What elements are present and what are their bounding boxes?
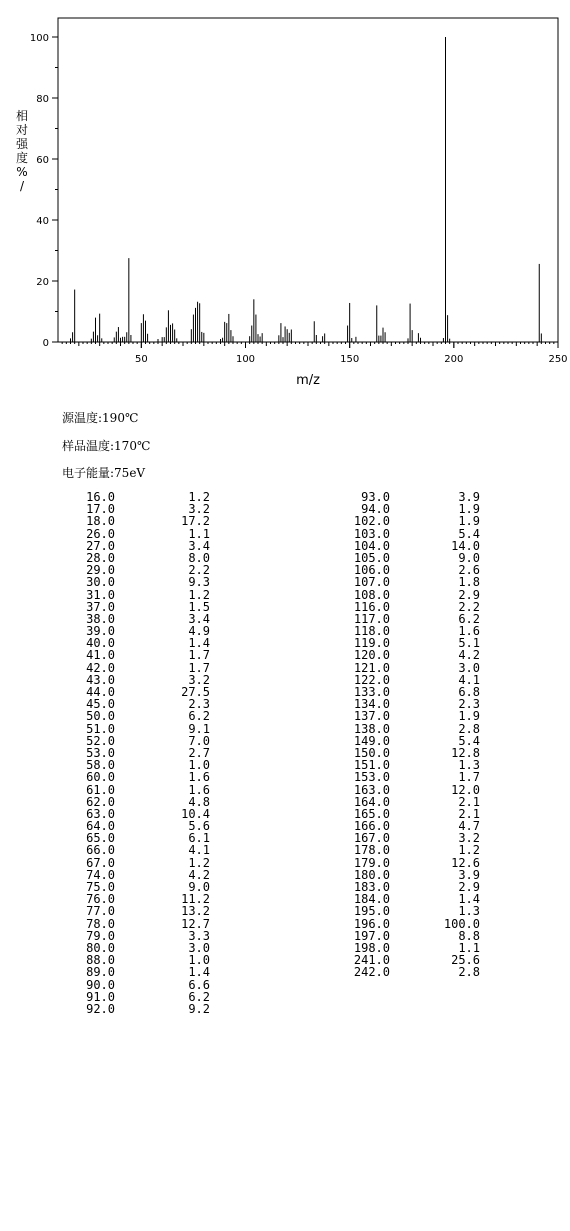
mz-value: 91.0: [86, 989, 115, 1004]
mz-value: 108.0: [353, 587, 390, 602]
mz-value: 28.0: [86, 550, 115, 565]
relative-intensity: 25.6: [451, 953, 480, 968]
mz-value: 41.0: [86, 648, 115, 663]
relative-intensity: 4.1: [458, 672, 480, 687]
axis-ticks: [30, 33, 568, 365]
y-tick-label: 40: [36, 216, 49, 227]
relative-intensity: 9.1: [188, 721, 210, 736]
table-row: [60, 723, 220, 735]
mz-value: 179.0: [353, 855, 390, 870]
relative-intensity: 3.2: [188, 672, 210, 687]
relative-intensity: 2.2: [188, 563, 210, 578]
relative-intensity: 1.7: [188, 660, 210, 675]
table-row: [320, 662, 490, 674]
mz-value: 18.0: [86, 514, 115, 529]
x-tick-label: 100: [235, 354, 256, 365]
mz-value: 197.0: [353, 928, 390, 943]
relative-intensity: 2.9: [458, 587, 480, 602]
table-row: [60, 649, 220, 661]
mz-value: 102.0: [353, 514, 390, 529]
mz-value: 133.0: [353, 685, 390, 699]
mz-value: 67.0: [86, 855, 115, 870]
mz-value: 241.0: [353, 953, 390, 968]
mz-value: 51.0: [86, 721, 115, 736]
relative-intensity: 2.8: [458, 721, 480, 736]
mz-value: 119.0: [353, 636, 390, 651]
relative-intensity: 9.0: [188, 880, 210, 894]
mz-value: 117.0: [353, 611, 390, 626]
mz-value: 62.0: [86, 794, 115, 809]
relative-intensity: 1.0: [188, 953, 210, 968]
relative-intensity: 1.2: [188, 490, 210, 504]
mz-value: 105.0: [353, 550, 390, 565]
table-row: [60, 966, 220, 978]
mz-value: 31.0: [86, 587, 115, 602]
relative-intensity: 2.8: [458, 965, 480, 980]
relative-intensity: 8.0: [188, 550, 210, 565]
mz-value: 75.0: [86, 880, 115, 894]
relative-intensity: 2.3: [458, 697, 480, 712]
relative-intensity: 6.6: [188, 977, 210, 992]
relative-intensity: 3.4: [188, 538, 210, 553]
y-axis-label: [16, 108, 29, 193]
table-row: [60, 576, 220, 588]
relative-intensity: 1.3: [458, 758, 480, 773]
mz-value: 89.0: [86, 965, 115, 980]
relative-intensity: 2.9: [458, 880, 480, 894]
table-row: [60, 905, 220, 917]
relative-intensity: 1.9: [458, 514, 480, 529]
y-axis-label-char: 强: [15, 137, 29, 151]
y-tick-label: 60: [36, 155, 49, 166]
mz-value: 164.0: [353, 794, 390, 809]
mz-value: 118.0: [353, 624, 390, 639]
relative-intensity: 2.7: [188, 745, 210, 760]
mz-value: 151.0: [353, 758, 390, 773]
mz-value: 27.0: [86, 538, 115, 553]
mz-value: 45.0: [86, 697, 115, 712]
table-row: [60, 662, 220, 674]
relative-intensity: 14.0: [451, 538, 480, 553]
table-row: [60, 515, 220, 527]
mz-value: 39.0: [86, 624, 115, 639]
mz-value: 44.0: [86, 685, 115, 699]
x-tick-label: 50: [134, 354, 148, 365]
relative-intensity: 9.2: [188, 1001, 210, 1016]
relative-intensity: 27.5: [181, 685, 210, 699]
relative-intensity: 1.2: [458, 843, 480, 858]
table-row: [320, 515, 490, 527]
table-row: [320, 710, 490, 722]
relative-intensity: 1.5: [188, 599, 210, 614]
relative-intensity: 3.3: [188, 928, 210, 943]
relative-intensity: 1.8: [458, 575, 480, 590]
mz-value: 42.0: [86, 660, 115, 675]
relative-intensity: 1.2: [188, 587, 210, 602]
peak-bars: [71, 37, 542, 342]
relative-intensity: 1.9: [458, 709, 480, 724]
mz-value: 58.0: [86, 758, 115, 773]
y-axis-label-char: 度: [15, 151, 29, 165]
relative-intensity: 3.4: [188, 611, 210, 626]
mz-value: 166.0: [353, 819, 390, 834]
relative-intensity: 4.2: [458, 648, 480, 663]
relative-intensity: 10.4: [181, 806, 210, 821]
relative-intensity: 2.3: [188, 697, 210, 712]
relative-intensity: 1.7: [188, 648, 210, 663]
mz-value: 106.0: [353, 563, 390, 578]
relative-intensity: 1.3: [458, 904, 480, 919]
table-row: [320, 784, 490, 796]
relative-intensity: 6.2: [188, 989, 210, 1004]
mz-value: 74.0: [86, 867, 115, 882]
relative-intensity: 9.0: [458, 550, 480, 565]
table-row: [60, 784, 220, 796]
table-row: [320, 771, 490, 783]
relative-intensity: 1.6: [458, 624, 480, 639]
mz-value: 26.0: [86, 526, 115, 541]
y-axis-label-char: 对: [15, 123, 29, 137]
table-row: [320, 723, 490, 735]
mz-value: 138.0: [353, 721, 390, 736]
x-tick-label: 250: [548, 354, 568, 365]
table-row: [320, 528, 490, 540]
x-tick-label: 200: [444, 354, 464, 365]
x-axis-label: m/z: [296, 373, 320, 388]
mz-value: 137.0: [353, 709, 390, 724]
relative-intensity: 3.2: [188, 502, 210, 517]
relative-intensity: 3.9: [458, 490, 480, 504]
mz-value: 94.0: [361, 502, 390, 517]
relative-intensity: 3.0: [188, 940, 210, 955]
relative-intensity: 2.1: [458, 806, 480, 821]
mz-value: 37.0: [86, 599, 115, 614]
relative-intensity: 100.0: [443, 916, 480, 931]
table-row: [60, 918, 220, 930]
mz-value: 103.0: [353, 526, 390, 541]
y-tick-label: 100: [29, 33, 49, 44]
mz-value: 52.0: [86, 733, 115, 748]
mz-value: 195.0: [353, 904, 390, 919]
table-row: [60, 857, 220, 869]
mz-value: 38.0: [86, 611, 115, 626]
mz-value: 80.0: [86, 940, 115, 955]
relative-intensity: 17.2: [181, 514, 210, 529]
relative-intensity: 7.0: [188, 733, 210, 748]
relative-intensity: 1.4: [188, 636, 210, 651]
mz-value: 17.0: [86, 502, 115, 517]
table-row: [60, 1003, 220, 1015]
mz-value: 134.0: [353, 697, 390, 712]
table-row: [320, 589, 490, 601]
mz-value: 66.0: [86, 843, 115, 858]
mz-value: 65.0: [86, 831, 115, 846]
relative-intensity: 12.8: [451, 745, 480, 760]
mz-value: 163.0: [353, 782, 390, 797]
mz-value: 104.0: [353, 538, 390, 553]
mz-value: 77.0: [86, 904, 115, 919]
relative-intensity: 1.1: [458, 940, 480, 955]
mz-value: 61.0: [86, 782, 115, 797]
mz-value: 167.0: [353, 831, 390, 846]
electron-energy: 电子能量:75eV: [62, 466, 146, 480]
relative-intensity: 1.4: [188, 965, 210, 980]
relative-intensity: 1.6: [188, 782, 210, 797]
x-tick-label: 150: [340, 354, 360, 365]
table-row: [320, 857, 490, 869]
table-row: [60, 771, 220, 783]
relative-intensity: 1.0: [188, 758, 210, 773]
relative-intensity: 4.8: [188, 794, 210, 809]
table-row: [320, 649, 490, 661]
mz-value: 183.0: [353, 880, 390, 894]
mz-value: 88.0: [86, 953, 115, 968]
y-tick-label: 20: [36, 277, 49, 288]
relative-intensity: 12.0: [451, 782, 480, 797]
table-row: [320, 966, 490, 978]
mz-value: 153.0: [353, 770, 390, 785]
source-temperature: 源温度:190℃: [62, 411, 139, 425]
table-row: [60, 589, 220, 601]
relative-intensity: 1.1: [188, 526, 210, 541]
mz-value: 149.0: [353, 733, 390, 748]
relative-intensity: 12.6: [451, 855, 480, 870]
mz-value: 178.0: [353, 843, 390, 858]
mz-value: 50.0: [86, 709, 115, 724]
mass-spectrum-chart: [0, 0, 570, 400]
relative-intensity: 12.7: [181, 916, 210, 931]
y-axis-label-char: %: [16, 165, 28, 179]
mz-value: 79.0: [86, 928, 115, 943]
mz-value: 198.0: [353, 940, 390, 955]
mz-value: 92.0: [86, 1001, 115, 1016]
peak-table-right: [320, 491, 490, 979]
mz-value: 242.0: [353, 965, 390, 980]
relative-intensity: 2.1: [458, 794, 480, 809]
mz-value: 78.0: [86, 916, 115, 931]
mz-value: 116.0: [353, 599, 390, 614]
relative-intensity: 1.4: [458, 892, 480, 907]
mz-value: 184.0: [353, 892, 390, 907]
relative-intensity: 1.6: [188, 770, 210, 785]
table-row: [320, 905, 490, 917]
table-row: [320, 576, 490, 588]
relative-intensity: 11.2: [181, 892, 210, 907]
sample-temperature: 样品温度:170℃: [62, 439, 151, 453]
relative-intensity: 4.9: [188, 624, 210, 639]
mz-value: 43.0: [86, 672, 115, 687]
peak-table-left: [60, 491, 220, 1015]
relative-intensity: 5.4: [458, 733, 480, 748]
mz-value: 30.0: [86, 575, 115, 590]
plot-frame: [58, 18, 558, 342]
relative-intensity: 6.2: [458, 611, 480, 626]
table-row: [60, 844, 220, 856]
mz-value: 107.0: [353, 575, 390, 590]
relative-intensity: 2.2: [458, 599, 480, 614]
table-row: [320, 918, 490, 930]
relative-intensity: 1.7: [458, 770, 480, 785]
table-row: [60, 710, 220, 722]
mz-value: 122.0: [353, 672, 390, 687]
mz-value: 29.0: [86, 563, 115, 578]
relative-intensity: 3.0: [458, 660, 480, 675]
mz-value: 196.0: [353, 916, 390, 931]
y-axis-label-char: /: [19, 179, 25, 193]
mz-value: 180.0: [353, 867, 390, 882]
mz-value: 64.0: [86, 819, 115, 834]
mz-value: 90.0: [86, 977, 115, 992]
mz-value: 93.0: [361, 490, 390, 504]
y-tick-label: 0: [42, 338, 49, 349]
relative-intensity: 2.6: [458, 563, 480, 578]
relative-intensity: 6.1: [188, 831, 210, 846]
y-axis-label-char: 相: [15, 109, 29, 123]
mz-value: 40.0: [86, 636, 115, 651]
relative-intensity: 4.1: [188, 843, 210, 858]
y-tick-label: 80: [36, 94, 49, 105]
relative-intensity: 6.2: [188, 709, 210, 724]
mz-value: 16.0: [86, 490, 115, 504]
table-row: [60, 528, 220, 540]
mz-value: 63.0: [86, 806, 115, 821]
relative-intensity: 5.6: [188, 819, 210, 834]
relative-intensity: 9.3: [188, 575, 210, 590]
relative-intensity: 4.7: [458, 819, 480, 834]
relative-intensity: 4.2: [188, 867, 210, 882]
relative-intensity: 13.2: [181, 904, 210, 919]
relative-intensity: 5.1: [458, 636, 480, 651]
table-row: [320, 844, 490, 856]
relative-intensity: 5.4: [458, 526, 480, 541]
mz-value: 53.0: [86, 745, 115, 760]
table-row: [60, 979, 220, 991]
mz-value: 76.0: [86, 892, 115, 907]
mz-value: 120.0: [353, 648, 390, 663]
relative-intensity: 3.2: [458, 831, 480, 846]
mz-value: 150.0: [353, 745, 390, 760]
mz-value: 165.0: [353, 806, 390, 821]
relative-intensity: 3.9: [458, 867, 480, 882]
relative-intensity: 1.9: [458, 502, 480, 517]
relative-intensity: 8.8: [458, 928, 480, 943]
relative-intensity: 1.2: [188, 855, 210, 870]
mz-value: 60.0: [86, 770, 115, 785]
relative-intensity: 6.8: [458, 685, 480, 699]
mz-value: 121.0: [353, 660, 390, 675]
